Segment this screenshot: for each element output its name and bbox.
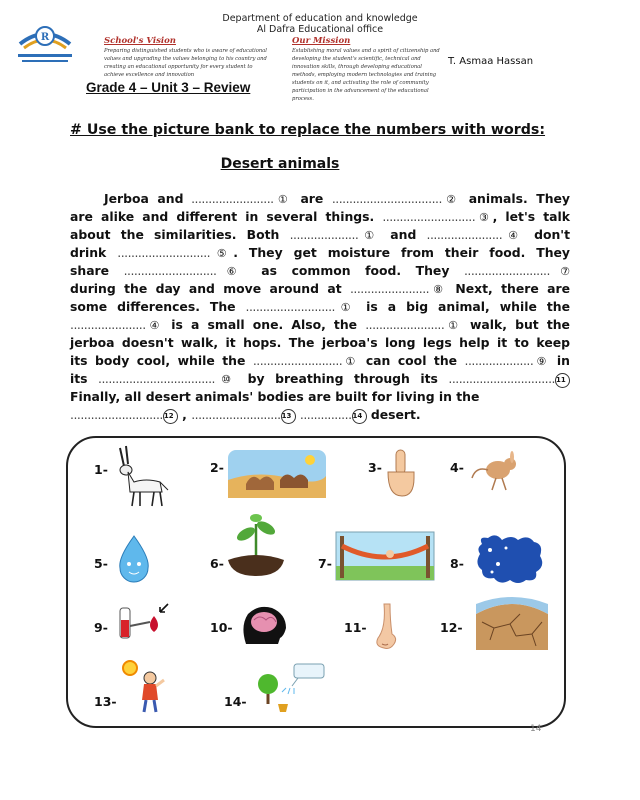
passage-line: ...........................12 , ..........................13 ...............14 desert.	[70, 407, 421, 422]
passage-line: are alike and different in several things. ...........................③, let's talk	[70, 209, 570, 224]
passage-line: during the day and move around at .......................⑧ Next, there are	[70, 281, 570, 296]
blank: ..........................	[191, 407, 281, 422]
passage-line: its ..................................⑩ by breathing through its ...............................11	[70, 370, 570, 389]
blank-number-circle: 13	[281, 409, 296, 424]
blood-tube-icon	[116, 602, 174, 646]
vision-title: School's Vision	[104, 36, 176, 46]
blank: ....................	[464, 353, 534, 368]
blank: .........................	[463, 263, 550, 278]
blank: ...........................	[123, 263, 217, 278]
blank: ................................	[331, 191, 442, 206]
nose-icon	[372, 604, 400, 654]
antelope-icon	[110, 442, 172, 508]
passage-line: ......................④ is a small one. Also, the .......................① walk, but the	[70, 317, 570, 332]
passage-line: share ...........................⑥ as common food. They .........................⑦	[70, 263, 570, 278]
hot-sun-man-icon	[120, 658, 166, 714]
blank: ..................................	[98, 371, 215, 386]
hammock-rest-icon	[336, 532, 434, 580]
teacher-name: T. Asmaa Hassan	[448, 56, 534, 67]
camels-in-desert-icon	[228, 450, 326, 498]
night-moon-stars-icon	[476, 534, 544, 584]
picture-bank: 1- 2- 3- 4- 5- 6- 7- 8- 9- 10- 11- 12- 13- 14-	[66, 436, 566, 728]
brain-head-icon	[238, 604, 290, 646]
blank: ........................	[183, 191, 274, 206]
blank-number-circle: 14	[352, 409, 367, 424]
instruction: # Use the picture bank to replace the numbers with words:	[70, 122, 546, 138]
passage-line: some differences. The ..........................① is a big animal, while the	[70, 299, 570, 314]
mission-title: Our Mission	[292, 36, 351, 46]
vision-text: Preparing distinguished students who is aware of educational values and upgrading the values belonging to his country and creating an educational opportunity for every student to achieve excellence and innovation	[104, 48, 267, 78]
blank: ...........................	[382, 209, 476, 224]
mission-text: Establishing moral values and a spirit of citizenship and developing the student's scientific, technical and innovation skills, through developing educational methods, employing modern technologies and training students on it, and activating the role of community participation in the advancement of the educational process.	[292, 48, 440, 102]
dry-cracked-land-icon	[476, 600, 548, 650]
blank: ...........................	[70, 407, 163, 422]
blank: ...............	[299, 407, 352, 422]
blank: ..........................	[245, 299, 335, 314]
blank: ....................	[289, 227, 359, 242]
grade-unit-heading: Grade 4 – Unit 3 – Review	[86, 80, 251, 95]
blank: .......................	[349, 281, 430, 296]
watering-plant-icon	[254, 664, 326, 712]
one-finger-hand-icon	[384, 450, 418, 498]
blank: ......................	[426, 227, 503, 242]
passage-line: jerboa doesn't walk, it hops. The jerboa's long legs help it to keep	[70, 335, 570, 350]
page-number: 14	[530, 724, 542, 734]
blank: .......................	[365, 317, 445, 332]
blank-number-circle: 11	[555, 373, 570, 388]
passage-line: Finally, all desert animals' bodies are built for living in the	[70, 389, 480, 404]
blank: ..........................	[252, 353, 343, 368]
passage-line: drink ...........................⑤. They get moisture from their food. They	[70, 245, 570, 260]
school-logo-icon	[14, 14, 76, 66]
blank-number-circle: 12	[163, 409, 178, 424]
passage-line: Jerboa and ........................① are ................................② animals. They	[104, 191, 570, 206]
blank: ......................	[70, 317, 146, 332]
passage-line: about the similarities. Both ....................① and ......................④ don't	[70, 227, 570, 242]
passage-line: its body cool, while the ..........................① can cool the ....................⑨ in	[70, 353, 570, 368]
blank: ...............................	[448, 371, 555, 386]
passage-title: Desert animals	[220, 156, 340, 172]
water-drop-icon	[114, 534, 154, 584]
plant-seedling-icon	[224, 512, 288, 578]
jerboa-icon	[470, 448, 524, 492]
svg-text:R: R	[40, 32, 50, 43]
department-name: Department of education and knowledge	[222, 13, 418, 24]
blank: ...........................	[117, 245, 211, 260]
office-name: Al Dafra Educational office	[256, 24, 384, 35]
